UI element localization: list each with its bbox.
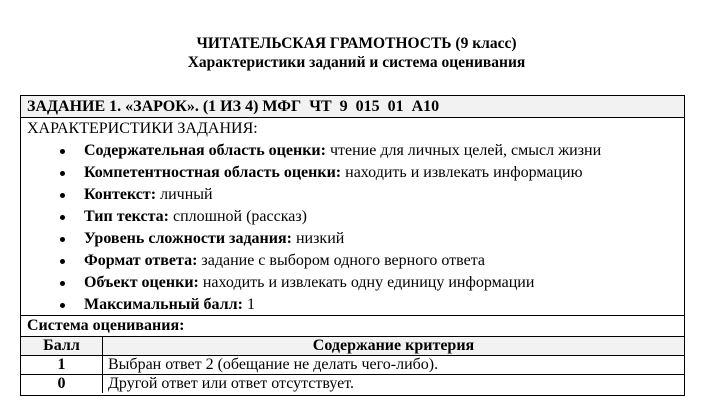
item-value: личный: [156, 186, 213, 203]
list-item: [21, 206, 684, 228]
item-value: находить и извлекать информацию: [341, 164, 583, 181]
document-subtitle: Характеристики заданий и система оценивания: [187, 54, 526, 71]
item-label: Максимальный балл:: [84, 296, 243, 313]
item-value: сплошной (рассказ): [168, 208, 307, 225]
column-header-score: Балл: [21, 337, 103, 356]
item-value: чтение для личных целей, смысл жизни: [325, 142, 602, 159]
item-value: находить и извлекать одну единицу информации: [198, 274, 535, 291]
item-label: Объект оценки:: [84, 274, 199, 291]
criterion-cell: Выбран ответ 2 (обещание не делать чего-либо).: [103, 356, 685, 375]
item-label: Формат ответа:: [84, 252, 198, 269]
characteristics-list: [21, 140, 684, 316]
item-label: Тип текста:: [84, 208, 169, 225]
item-label: Контекст:: [84, 186, 157, 203]
list-item: [21, 272, 684, 294]
score-cell: 0: [21, 375, 103, 394]
table-row: [21, 375, 684, 394]
criterion-cell: Другой ответ или ответ отсутствует.: [103, 375, 685, 394]
item-value: 1: [242, 296, 255, 313]
list-item: [21, 184, 684, 206]
task-header: ЗАДАНИЕ 1. «ЗАРОК». (1 ИЗ 4) МФГ ЧТ 9 015 01 А10: [21, 96, 684, 118]
grading-table: [21, 337, 684, 393]
item-value: низкий: [291, 230, 345, 247]
document-title: ЧИТАТЕЛЬСКАЯ ГРАМОТНОСТЬ (9 класс): [196, 35, 517, 52]
grading-section: [20, 315, 685, 396]
table-row: [21, 356, 684, 375]
list-item: [21, 294, 684, 316]
table-header-row: [21, 337, 684, 356]
column-header-criterion: Содержание критерия: [103, 337, 685, 356]
list-item: [21, 228, 684, 250]
task-section: [20, 95, 685, 315]
grading-heading: Система оценивания:: [21, 316, 684, 337]
item-label: Содержательная область оценки:: [84, 142, 326, 159]
list-item: [21, 162, 684, 184]
score-cell: 1: [21, 356, 103, 375]
item-value: задание с выбором одного верного ответа: [197, 252, 485, 269]
item-label: Компетентностная область оценки:: [84, 164, 342, 181]
item-label: Уровень сложности задания:: [84, 230, 292, 247]
list-item: [21, 250, 684, 272]
characteristics-heading: ХАРАКТЕРИСТИКИ ЗАДАНИЯ:: [27, 120, 258, 137]
list-item: [21, 140, 684, 162]
